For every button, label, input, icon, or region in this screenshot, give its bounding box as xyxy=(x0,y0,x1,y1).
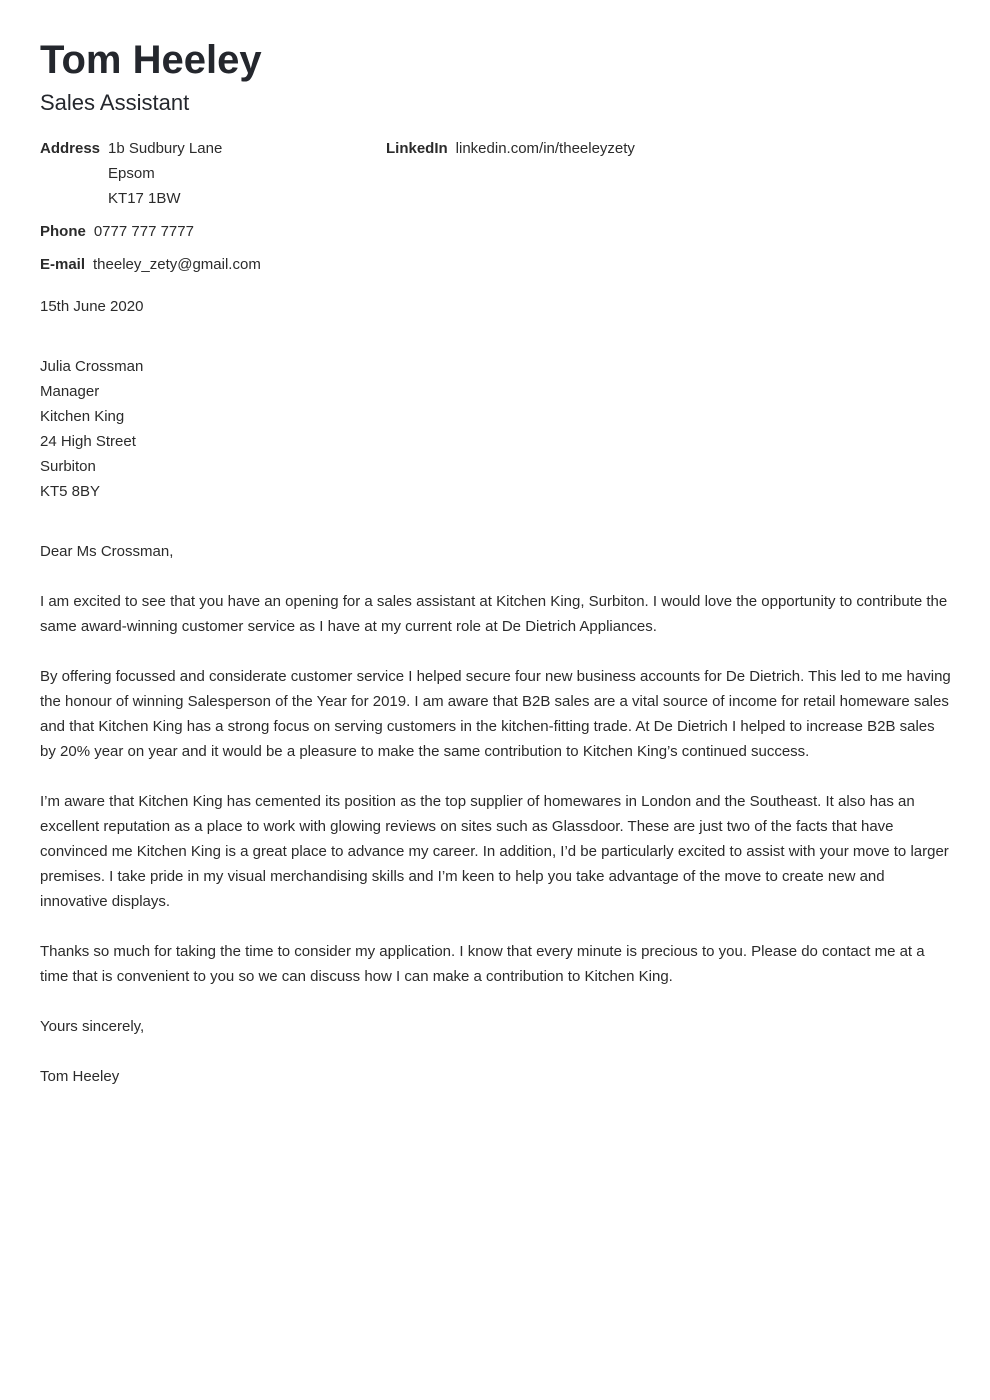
letter-paragraph: By offering focussed and considerate customer service I helped secure four new business accounts for De Dietrich. This led to me having the honour of winning Salesperson of the Year for 2019. I am aware that B2B sales are a vital source of income for retail homeware sales and that Kitchen King has a strong focus on serving customers in the kitchen-fitting trade. At De Dietrich I helped to increase B2B sales by 20% year on year and it would be a pleasure to make the same contribution to Kitchen King’s continued success. xyxy=(40,668,951,760)
address-line: KT17 1BW xyxy=(108,190,181,207)
letter-paragraph: Thanks so much for taking the time to consider my application. I know that every minute is precious to you. Please do contact me at a time that is convenient to you so we can discuss how I can make a contribution to Kitchen King. xyxy=(40,943,925,985)
linkedin-value: linkedin.com/in/theeleyzety xyxy=(455,140,635,157)
letter-closing: Yours sincerely, xyxy=(40,1018,145,1035)
address-label: Address xyxy=(40,140,101,157)
linkedin-block xyxy=(386,136,635,161)
address-value xyxy=(108,136,222,211)
address-line: Epsom xyxy=(108,165,155,182)
recipient-line: Julia Crossman xyxy=(40,358,144,375)
address-block xyxy=(40,136,222,211)
linkedin-label: LinkedIn xyxy=(386,140,448,157)
letter-paragraph: I’m aware that Kitchen King has cemented its position as the top supplier of homewares in London and the Southeast. It also has an excellent reputation as a place to work with glowing reviews on sites such as Glassdoor. These are just two of the facts that have convinced me Kitchen King is a great place to advance my career. In addition, I’d be particularly excited to assist with your move to larger premises. I take pride in my visual merchandising skills and I’m keen to help you take advantage of the move to create new and innovative displays. xyxy=(40,793,949,910)
recipient-line: 24 High Street xyxy=(40,433,136,450)
email-value: theeley_zety@gmail.com xyxy=(93,256,261,273)
phone-value: 0777 777 7777 xyxy=(93,223,194,240)
recipient-line: KT5 8BY xyxy=(40,483,101,500)
recipient-line: Kitchen King xyxy=(40,408,125,425)
job-title: Sales Assistant xyxy=(40,90,190,115)
recipient-address xyxy=(40,354,950,504)
letter-paragraph: I am excited to see that you have an opening for a sales assistant at Kitchen King, Surbiton. I would love the opportunity to contribute the same award-winning customer service as I have at my current role at De Dietrich Appliances. xyxy=(40,593,948,635)
applicant-name: Tom Heeley xyxy=(40,38,262,82)
recipient-line: Surbiton xyxy=(40,458,96,475)
address-line: 1b Sudbury Lane xyxy=(108,140,223,157)
letter-signature: Tom Heeley xyxy=(40,1068,120,1085)
email-label: E-mail xyxy=(40,256,86,273)
phone-block xyxy=(40,219,194,244)
email-block xyxy=(40,252,261,277)
phone-label: Phone xyxy=(40,223,86,240)
letter-greeting: Dear Ms Crossman, xyxy=(40,543,174,560)
contact-section xyxy=(40,136,950,273)
recipient-line: Manager xyxy=(40,383,100,400)
letter-date: 15th June 2020 xyxy=(40,298,144,315)
